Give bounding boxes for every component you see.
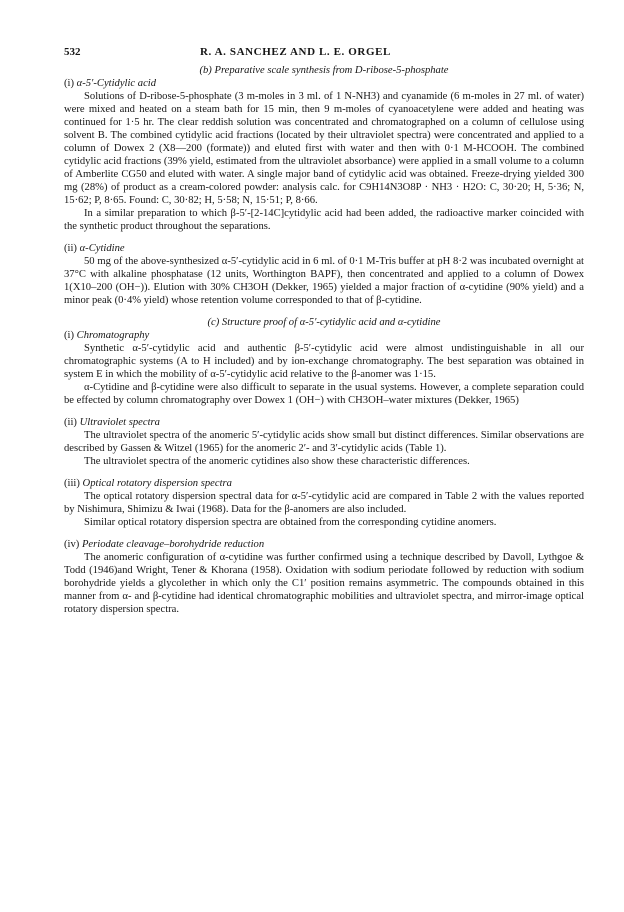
subsection-title: Periodate cleavage–borohydride reduction xyxy=(81,539,265,550)
paragraph: Solutions of D-ribose-5-phosphate (3 m-moles in 3 ml. of 1 N-NH3) and cyanamide (6 m-moles in 27 ml. of water) were mixed and heated on a steam bath for 15 min, then 9 m-moles of cyanoacetylene were added and heating was continued for 1·5 hr. The clear reddish solution was concentrated and chromatographed on a column of cellulose using solvent B. The combined cytidylic acid fractions (located by their ultraviolet spectra) were concentrated and applied to a column of Dowex 2 (X8—200 (formate)) and eluted first with water and then with 0·1 M-HCOOH. The combined cytidylic acid fractions (39% yield, estimated from the ultraviolet absorbance) were applied in a small volume to a column of Amberlite CG50 and eluted with water. A single major band of cytidylic acid was obtained. Freeze-drying yielded 300 mg (28%) of product as a cream-colored powder: analysis calc. for C9H14N3O8P · NH3 · H2O: C, 30·20; H, 5·36; N, 15·62; P, 8·65. Found: C, 30·82; H, 5·58; N, 15·51; P, 8·66. xyxy=(64,91,584,206)
subsection-cii-heading xyxy=(64,416,584,429)
running-title: R. A. SANCHEZ AND L. E. ORGEL xyxy=(200,46,391,58)
paragraph: 50 mg of the above-synthesized α-5′-cytidylic acid in 6 ml. of 0·1 M-Tris buffer at pH 8·2 was incubated overnight at 37°C with alkaline phosphatase (12 units, Worthington BAPF), then concentrated and applied to a column of Dowex 1(X10–200 (OH−)). Elution with 30% CH3OH (Dekker, 1965) yielded a major fraction of α-cytidine (90% yield) and a minor peak (0·4% yield) whose retention volume corresponded to that of β-cytidine. xyxy=(64,256,584,306)
subsection-number: (ii) xyxy=(64,243,77,254)
subsection-number: (ii) xyxy=(64,417,77,428)
running-head xyxy=(64,46,584,62)
paragraph: The ultraviolet spectra of the anomeric cytidines also show these characteristic differences. xyxy=(84,456,470,467)
subsection-ci-heading xyxy=(64,329,584,342)
subsection-title: α-5′-Cytidylic acid xyxy=(76,78,157,89)
page-number: 532 xyxy=(64,46,81,58)
paragraph: The ultraviolet spectra of the anomeric 5′-cytidylic acids show small but distinct differences. Similar observations are described by Gassen & Witzel (1965) for the anomeric 2′- and 3′-cytidylic acids (Table 1). xyxy=(64,430,584,454)
subsection-title: Chromatography xyxy=(76,330,150,341)
subsection-i-heading xyxy=(64,77,584,90)
paragraph: Similar optical rotatory dispersion spectra are obtained from the corresponding cytidine anomers. xyxy=(84,517,497,528)
subsection-number: (i) xyxy=(64,78,74,89)
paragraph: The optical rotatory dispersion spectral data for α-5′-cytidylic acid are compared in Table 2 with the values reported by Nishimura, Shimizu & Iwai (1968). Data for the β-anomers are also included. xyxy=(64,491,584,515)
paragraph: In a similar preparation to which β-5′-[2-14C]cytidylic acid had been added, the radioactive marker coincided with the synthetic product throughout the separations. xyxy=(64,208,584,232)
subsection-title: Optical rotatory dispersion spectra xyxy=(82,478,232,489)
paragraph: The anomeric configuration of α-cytidine was further confirmed using a technique described by Davoll, Lythgoe & Todd (1946)and Wright, Tener & Khorana (1958). Oxidation with sodium periodate followed by reduction with sodium borohydride yields a glycolether in which only the C1′ position remains asymmetric. The compounds obtained in this manner from α- and β-cytidine had identical chromatographic mobilities and ultraviolet spectra, and mirror-image optical rotatory dispersion spectra. xyxy=(64,552,584,615)
subsection-ii-heading xyxy=(64,242,584,255)
section-c-heading: (c) Structure proof of α-5′-cytidylic acid and α-cytidine xyxy=(207,317,441,328)
subsection-civ-heading xyxy=(64,538,584,551)
subsection-ciii-heading xyxy=(64,477,584,490)
section-b-heading: (b) Preparative scale synthesis from D-ribose-5-phosphate xyxy=(199,65,449,76)
subsection-number: (iv) xyxy=(64,539,80,550)
subsection-number: (iii) xyxy=(64,478,80,489)
subsection-number: (i) xyxy=(64,330,74,341)
paragraph: α-Cytidine and β-cytidine were also difficult to separate in the usual systems. However, a complete separation could be effected by column chromatography over Dowex 1 (OH−) with CH3OH–water mixtures (Dekker, 1965) xyxy=(64,382,584,406)
paragraph: Synthetic α-5′-cytidylic acid and authentic β-5′-cytidylic acid were almost undistinguishable in all our chromatographic systems (A to H included) and by ion-exchange chromatography. The best separation was obtained in system E in which the mobility of α-5′-cytidylic acid relative to the β-anomer was 1·15. xyxy=(64,343,584,380)
subsection-title: Ultraviolet spectra xyxy=(79,417,160,428)
subsection-title: α-Cytidine xyxy=(79,243,125,254)
